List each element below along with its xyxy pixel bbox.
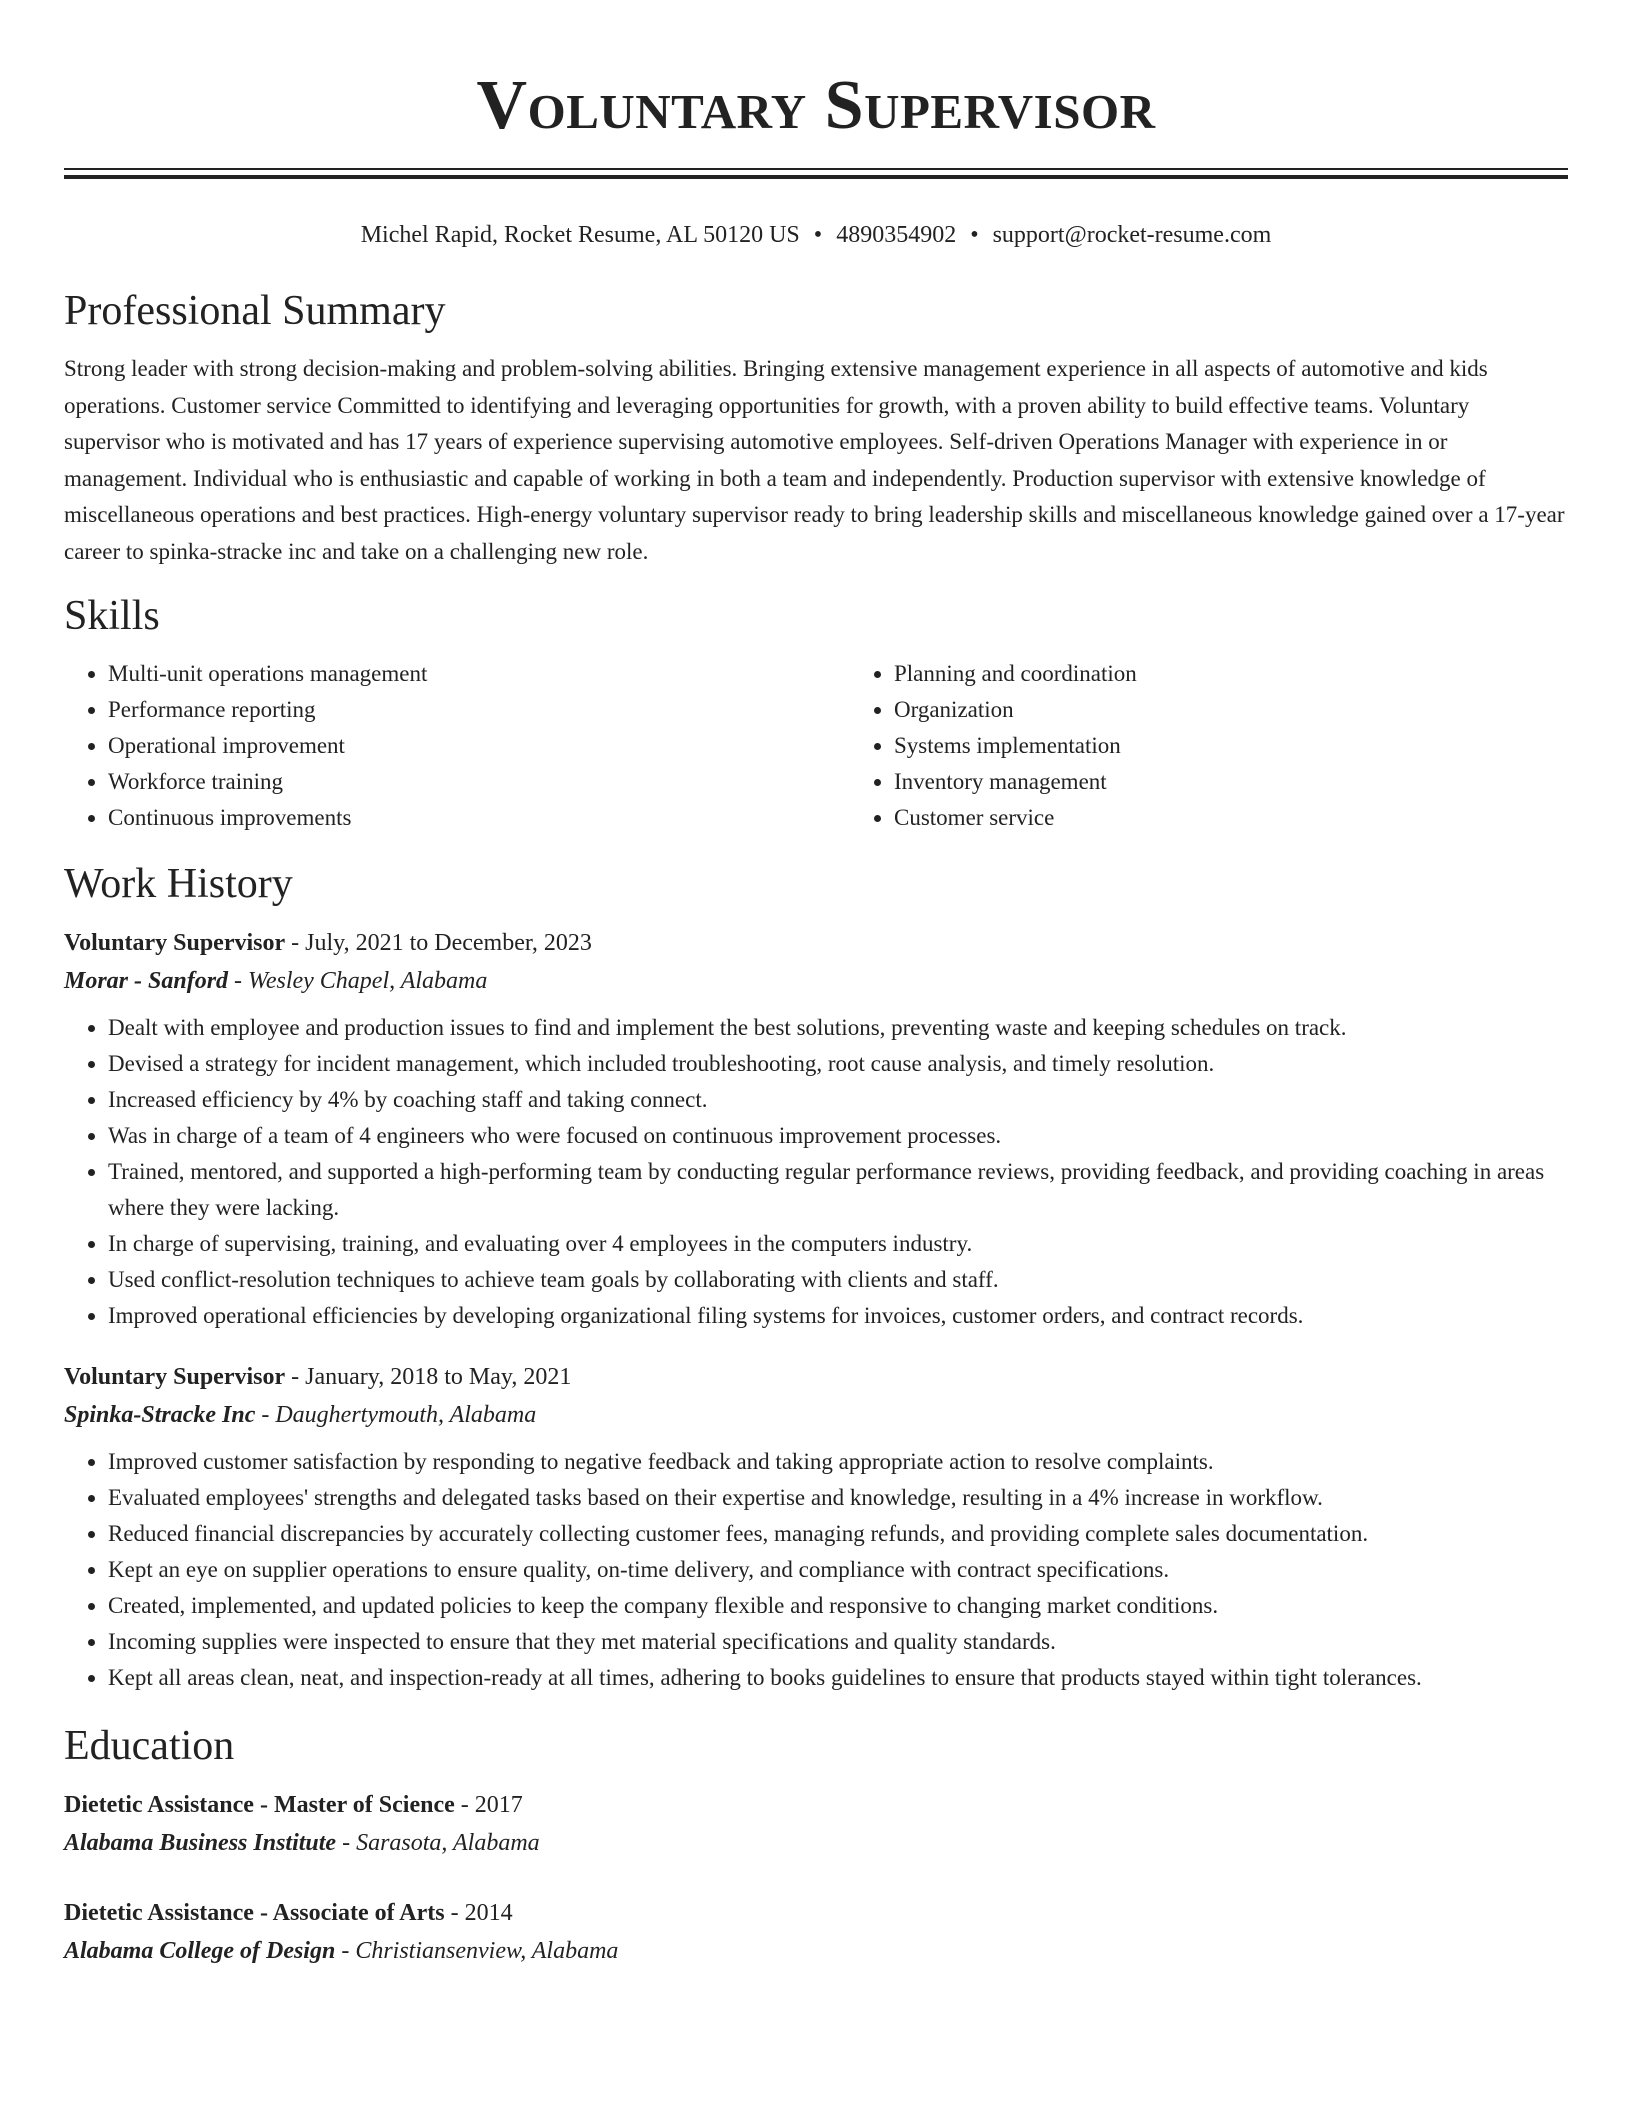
skills-list-right <box>850 656 1632 836</box>
contact-email: support@rocket-resume.com <box>992 222 1272 248</box>
job-location: - Daughertymouth, Alabama <box>255 1402 537 1428</box>
resume-name: Voluntary Supervisor <box>476 67 1156 144</box>
job-title: Voluntary Supervisor <box>64 1364 286 1390</box>
job-company-line <box>64 962 1568 1000</box>
education-degree-line <box>64 1894 1568 1932</box>
education-degree-line <box>64 1786 1568 1824</box>
job-company: Spinka-Stracke Inc <box>64 1402 256 1428</box>
job-dates: - January, 2018 to May, 2021 <box>285 1364 572 1390</box>
education-year: - 2014 <box>444 1900 513 1926</box>
skill-item: • Inventory management <box>894 764 1632 800</box>
education-degree: Dietetic Assistance - Master of Science <box>64 1792 455 1818</box>
job-bullet: • Evaluated employees' strengths and delegated tasks based on their expertise and knowledge, resulting in a 4% increase in workflow. <box>108 1480 1568 1516</box>
skill-item: • Continuous improvements <box>108 800 850 836</box>
education-school-line <box>64 1824 1568 1862</box>
summary-heading: Professional Summary <box>64 288 446 334</box>
job-bullets <box>64 1010 1568 1334</box>
education-school: Alabama Business Institute <box>64 1830 337 1856</box>
skill-item: • Operational improvement <box>108 728 850 764</box>
skill-item: • Customer service <box>894 800 1632 836</box>
job-bullet: • Kept an eye on supplier operations to ensure quality, on-time delivery, and compliance with contract specifications. <box>108 1552 1568 1588</box>
education-entry <box>64 1786 1568 1862</box>
job-bullet: • Reduced financial discrepancies by accurately collecting customer fees, managing refunds, and providing complete sales documentation. <box>108 1516 1568 1552</box>
job-bullet: • Kept all areas clean, neat, and inspection-ready at all times, adhering to books guidelines to ensure that products stayed within tight tolerances. <box>108 1660 1568 1696</box>
education-school: Alabama College of Design <box>64 1938 336 1964</box>
job-company: Morar - Sanford <box>64 968 229 994</box>
job-bullet: • Created, implemented, and updated policies to keep the company flexible and responsive to changing market conditions. <box>108 1588 1568 1624</box>
skills-columns <box>64 656 1568 836</box>
skills-list-left <box>64 656 850 836</box>
job-dates: - July, 2021 to December, 2023 <box>285 930 592 956</box>
job-bullet: • Was in charge of a team of 4 engineers who were focused on continuous improvement processes. <box>108 1118 1568 1154</box>
job-bullet: • Increased efficiency by 4% by coaching staff and taking connect. <box>108 1082 1568 1118</box>
job-bullets <box>64 1444 1568 1696</box>
education-heading: Education <box>64 1723 235 1769</box>
skill-item: • Systems implementation <box>894 728 1632 764</box>
work-history-heading: Work History <box>64 861 293 907</box>
education-school-line <box>64 1932 1568 1970</box>
skill-item: • Multi-unit operations management <box>108 656 850 692</box>
job-title: Voluntary Supervisor <box>64 930 286 956</box>
job-title-line <box>64 924 1568 962</box>
skill-item: • Planning and coordination <box>894 656 1632 692</box>
job-bullet: • Dealt with employee and production issues to find and implement the best solutions, preventing waste and keeping schedules on track. <box>108 1010 1568 1046</box>
header-rule <box>64 168 1568 179</box>
header-rule-thin <box>64 168 1568 170</box>
summary-text: Strong leader with strong decision-making and problem-solving abilities. Bringing extensive management experience in all aspects of automotive and kids operations. Customer service Committed to identifying and leveraging opportunities for growth, with a proven ability to build effective teams. Voluntary supervisor who is motivated and has 17 years of experience supervising automotive employees. Self-driven Operations Manager with experience in or management. Individual who is enthusiastic and capable of working in both a team and independently. Production supervisor with extensive knowledge of miscellaneous operations and best practices. High-energy voluntary supervisor ready to bring leadership skills and miscellaneous knowledge gained over a 17-year career to spinka-stracke inc and take on a challenging new role. <box>64 356 1565 564</box>
job-bullet: • Incoming supplies were inspected to ensure that they met material specifications and quality standards. <box>108 1624 1568 1660</box>
education-degree: Dietetic Assistance - Associate of Arts <box>64 1900 445 1926</box>
job-entry <box>64 924 1568 1334</box>
job-location: - Wesley Chapel, Alabama <box>228 968 488 994</box>
job-bullet: • Used conflict-resolution techniques to achieve team goals by collaborating with clients and staff. <box>108 1262 1568 1298</box>
contact-separator: • <box>970 222 979 248</box>
skill-item: • Organization <box>894 692 1632 728</box>
education-location: - Christiansenview, Alabama <box>335 1938 619 1964</box>
skill-item: • Performance reporting <box>108 692 850 728</box>
education-location: - Sarasota, Alabama <box>336 1830 540 1856</box>
job-title-line <box>64 1358 1568 1396</box>
skill-item: • Workforce training <box>108 764 850 800</box>
job-bullet: • In charge of supervising, training, and evaluating over 4 employees in the computers industry. <box>108 1226 1568 1262</box>
education-entry <box>64 1894 1568 1970</box>
contact-separator: • <box>813 222 823 248</box>
job-bullet: • Trained, mentored, and supported a high-performing team by conducting regular performance reviews, providing feedback, and providing coaching in areas where they were lacking. <box>108 1154 1568 1226</box>
job-company-line <box>64 1396 1568 1434</box>
contact-line <box>64 219 1568 251</box>
job-bullet: • Improved customer satisfaction by responding to negative feedback and taking appropriate action to resolve complaints. <box>108 1444 1568 1480</box>
job-bullet: • Devised a strategy for incident management, which included troubleshooting, root cause analysis, and timely resolution. <box>108 1046 1568 1082</box>
header-rule-thick <box>64 175 1568 179</box>
skills-heading: Skills <box>64 593 160 639</box>
contact-address: Michel Rapid, Rocket Resume, AL 50120 US <box>360 222 800 248</box>
contact-phone: 4890354902 <box>836 222 957 248</box>
education-year: - 2017 <box>454 1792 523 1818</box>
job-bullet: • Improved operational efficiencies by developing organizational filing systems for invoices, customer orders, and contract records. <box>108 1298 1568 1334</box>
job-entry <box>64 1358 1568 1696</box>
